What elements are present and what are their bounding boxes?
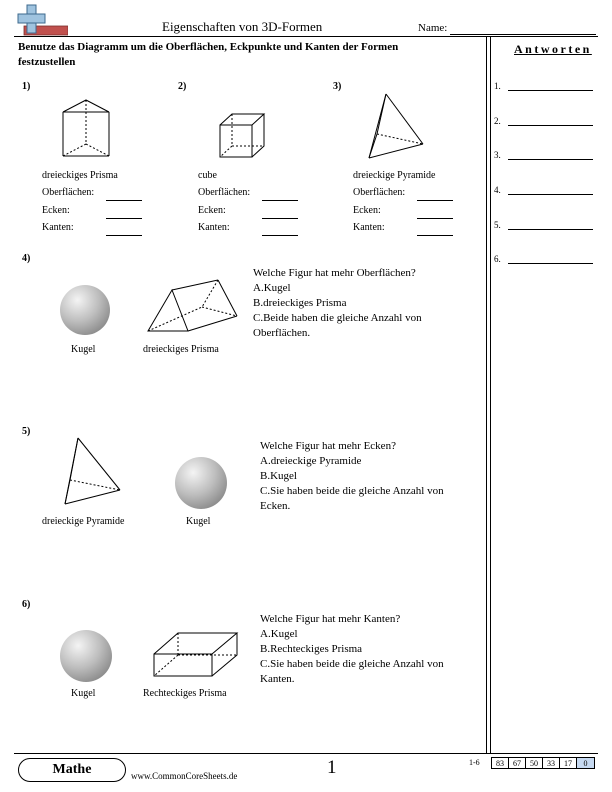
question-number-1: 1) bbox=[22, 81, 31, 92]
triangular-prism-shape bbox=[60, 98, 112, 160]
q1-edges-blank[interactable] bbox=[106, 235, 142, 236]
q4-shape-a-label: Kugel bbox=[71, 344, 96, 355]
q4-question: Welche Figur hat mehr Oberflächen? bbox=[253, 267, 416, 279]
instructions: Benutze das Diagramm um die Oberflächen, Eckpunkte und Kanten der Formen festzustellen bbox=[18, 41, 399, 68]
answer-number-2: 2. bbox=[494, 116, 501, 126]
q5-option-a[interactable]: A.dreieckige Pyramide bbox=[260, 455, 362, 467]
name-blank[interactable] bbox=[450, 34, 596, 35]
q2-edges-label: Kanten: bbox=[198, 222, 230, 233]
column-divider-left bbox=[486, 36, 487, 753]
answer-number-6: 6. bbox=[494, 254, 501, 264]
q4-option-a[interactable]: A.Kugel bbox=[253, 282, 291, 294]
answer-number-5: 5. bbox=[494, 220, 501, 230]
q3-vertices-label: Ecken: bbox=[353, 205, 381, 216]
website-link[interactable]: www.CommonCoreSheets.de bbox=[131, 771, 238, 781]
q4-shape-b-label: dreieckiges Prisma bbox=[143, 344, 219, 355]
question-number-2: 2) bbox=[178, 81, 187, 92]
page-number: 1 bbox=[327, 757, 337, 778]
answer-number-1: 1. bbox=[494, 81, 501, 91]
q4-option-b[interactable]: B.dreieckiges Prisma bbox=[253, 297, 347, 309]
q4-option-c-cont: Oberflächen. bbox=[253, 327, 311, 339]
q3-edges-blank[interactable] bbox=[417, 235, 453, 236]
column-divider-right bbox=[490, 36, 491, 753]
question-number-3: 3) bbox=[333, 81, 342, 92]
q3-shape-label: dreieckige Pyramide bbox=[353, 170, 436, 181]
question-number-6: 6) bbox=[22, 599, 31, 610]
q6-shape-a-label: Kugel bbox=[71, 688, 96, 699]
logo bbox=[16, 4, 68, 36]
q1-edges-label: Kanten: bbox=[42, 222, 74, 233]
q4-option-c[interactable]: C.Beide haben die gleiche Anzahl von bbox=[253, 312, 422, 324]
q5-shape-a-label: dreieckige Pyramide bbox=[42, 516, 125, 527]
plus-logo-icon bbox=[16, 4, 68, 36]
q1-faces-blank[interactable] bbox=[106, 200, 142, 201]
score-cell-2: 67 bbox=[509, 757, 526, 769]
answer-blank-1[interactable] bbox=[508, 90, 593, 91]
triangular-prism-lying-shape bbox=[146, 278, 240, 334]
q1-vertices-blank[interactable] bbox=[106, 218, 142, 219]
answer-blank-2[interactable] bbox=[508, 125, 593, 126]
answer-blank-4[interactable] bbox=[508, 194, 593, 195]
q6-option-c[interactable]: C.Sie haben beide die gleiche Anzahl von bbox=[260, 658, 444, 670]
cube-shape bbox=[217, 112, 267, 160]
footer-rule bbox=[14, 753, 598, 754]
answer-blank-5[interactable] bbox=[508, 229, 593, 230]
q4-question-text bbox=[253, 266, 422, 341]
sphere-shape bbox=[60, 285, 110, 335]
sphere-shape bbox=[175, 457, 227, 509]
answers-title: Antworten bbox=[514, 42, 592, 56]
q1-shape-label: dreieckiges Prisma bbox=[42, 170, 118, 181]
q5-question: Welche Figur hat mehr Ecken? bbox=[260, 440, 396, 452]
score-cell-6: 0 bbox=[577, 757, 595, 769]
q5-option-c-cont: Ecken. bbox=[260, 500, 291, 512]
q3-vertices-blank[interactable] bbox=[417, 218, 453, 219]
subject-badge: Mathe bbox=[18, 758, 126, 782]
q1-faces-label: Oberflächen: bbox=[42, 187, 95, 198]
q2-vertices-blank[interactable] bbox=[262, 218, 298, 219]
sphere-shape bbox=[60, 630, 112, 682]
q6-option-b[interactable]: B.Rechteckiges Prisma bbox=[260, 643, 363, 655]
q2-faces-blank[interactable] bbox=[262, 200, 298, 201]
score-cell-5: 17 bbox=[560, 757, 577, 769]
page-title: Eigenschaften von 3D-Formen bbox=[162, 19, 323, 34]
q6-question: Welche Figur hat mehr Kanten? bbox=[260, 613, 401, 625]
q2-shape-label: cube bbox=[198, 170, 217, 181]
q5-option-c[interactable]: C.Sie haben beide die gleiche Anzahl von bbox=[260, 485, 444, 497]
answer-blank-3[interactable] bbox=[508, 159, 593, 160]
q6-question-text bbox=[260, 612, 444, 687]
header-rule bbox=[14, 36, 598, 37]
q1-vertices-label: Ecken: bbox=[42, 205, 70, 216]
q6-shape-b-label: Rechteckiges Prisma bbox=[143, 688, 227, 699]
score-range: 1-6 bbox=[469, 758, 480, 767]
q3-edges-label: Kanten: bbox=[353, 222, 385, 233]
question-number-5: 5) bbox=[22, 426, 31, 437]
q6-option-c-cont: Kanten. bbox=[260, 673, 295, 685]
q2-faces-label: Oberflächen: bbox=[198, 187, 251, 198]
score-cell-1: 83 bbox=[491, 757, 509, 769]
q3-faces-blank[interactable] bbox=[417, 200, 453, 201]
q2-vertices-label: Ecken: bbox=[198, 205, 226, 216]
score-cell-4: 33 bbox=[543, 757, 560, 769]
question-number-4: 4) bbox=[22, 253, 31, 264]
score-cell-3: 50 bbox=[526, 757, 543, 769]
q5-option-b[interactable]: B.Kugel bbox=[260, 470, 297, 482]
triangular-pyramid-shape bbox=[366, 92, 428, 162]
answer-blank-6[interactable] bbox=[508, 263, 593, 264]
q3-faces-label: Oberflächen: bbox=[353, 187, 406, 198]
triangular-pyramid-shape bbox=[62, 436, 124, 508]
rectangular-prism-shape bbox=[152, 630, 240, 680]
name-label: Name: bbox=[418, 22, 448, 34]
answer-number-4: 4. bbox=[494, 185, 501, 195]
q5-question-text bbox=[260, 439, 444, 514]
q5-shape-b-label: Kugel bbox=[186, 516, 211, 527]
answer-number-3: 3. bbox=[494, 150, 501, 160]
q2-edges-blank[interactable] bbox=[262, 235, 298, 236]
q6-option-a[interactable]: A.Kugel bbox=[260, 628, 298, 640]
